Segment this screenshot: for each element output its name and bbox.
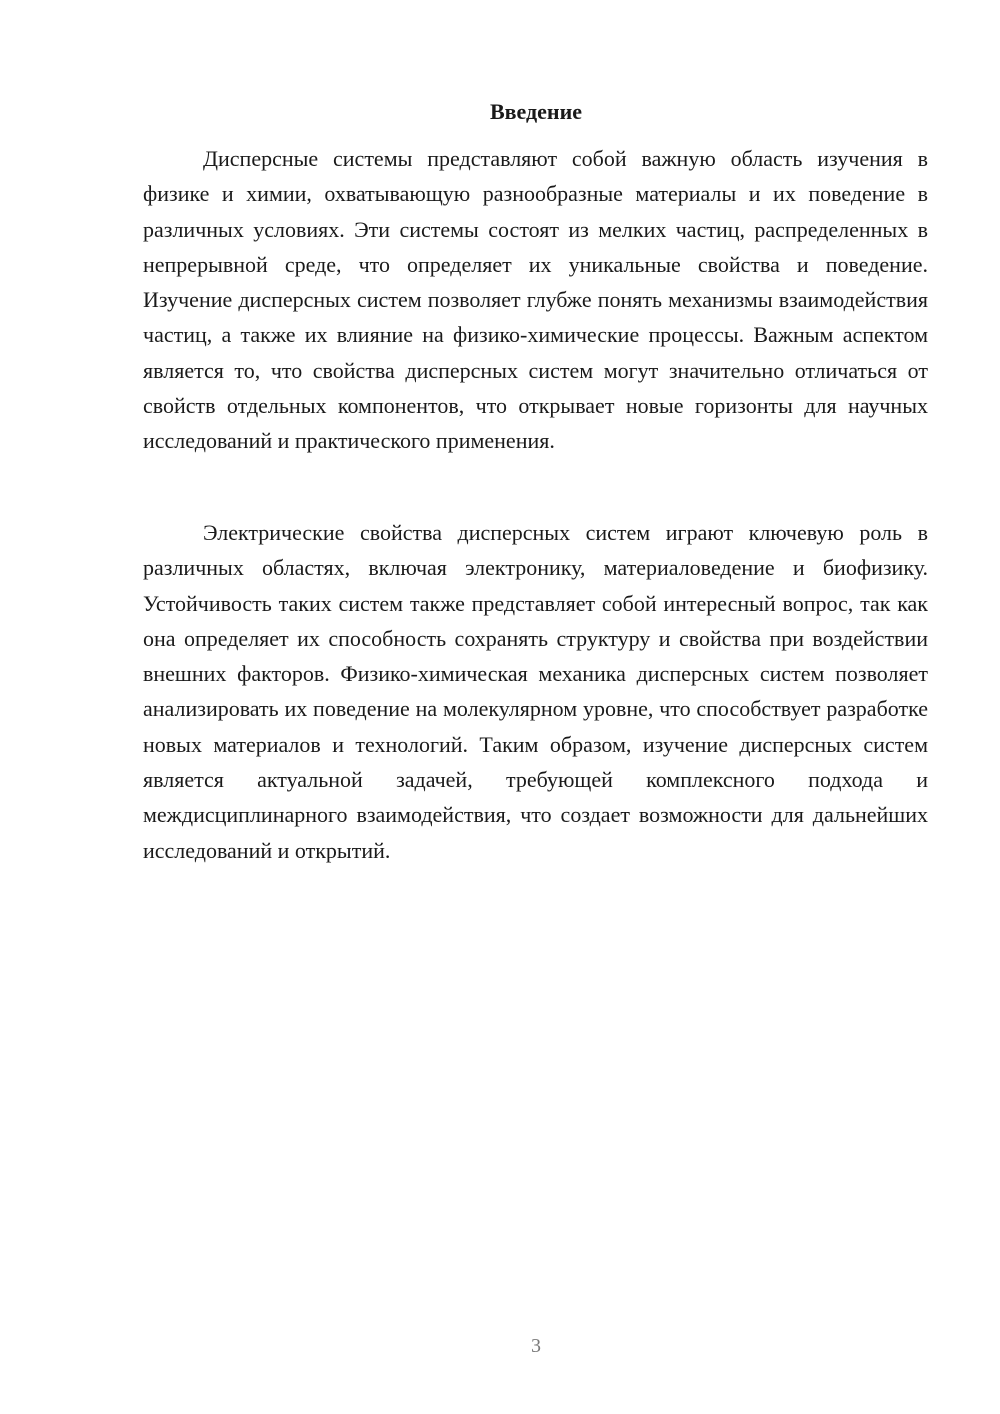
- paragraph-intro: Дисперсные системы представляют собой важную область изучения в физике и химии, охватывающую разнообразные материалы и их поведение в различных условиях. Эти системы состоят из мелких частиц, распределенных в непрерывной среде, что определяет их уникальные свойства и поведение. Изучение дисперсных систем позволяет глубже понять механизмы взаимодействия частиц, а также их влияние на физико-химические процессы. Важным аспектом является то, что свойства дисперсных систем могут значительно отличаться от свойств отдельных компонентов, что открывает новые горизонты для научных исследований и практического применения.: [143, 146, 928, 454]
- page-number: 3: [531, 1335, 541, 1357]
- section-title: Введение: [489, 99, 583, 124]
- paragraph-electrical-properties: Электрические свойства дисперсных систем играют ключевую роль в различных областях, включая электронику, материаловедение и биофизику. Устойчивость таких систем также представляет собой интересный вопрос, так как она определяет их способность сохранять структуру и свойства при воздействии внешних факторов. Физико-химическая механика дисперсных систем позволяет анализировать их поведение на молекулярном уровне, что способствует разработке новых материалов и технологий. Таким образом, изучение дисперсных систем является актуальной задачей, требующей комплексного подхода и междисциплинарного взаимодействия, что создает возможности для дальнейших исследований и открытий.: [143, 520, 928, 863]
